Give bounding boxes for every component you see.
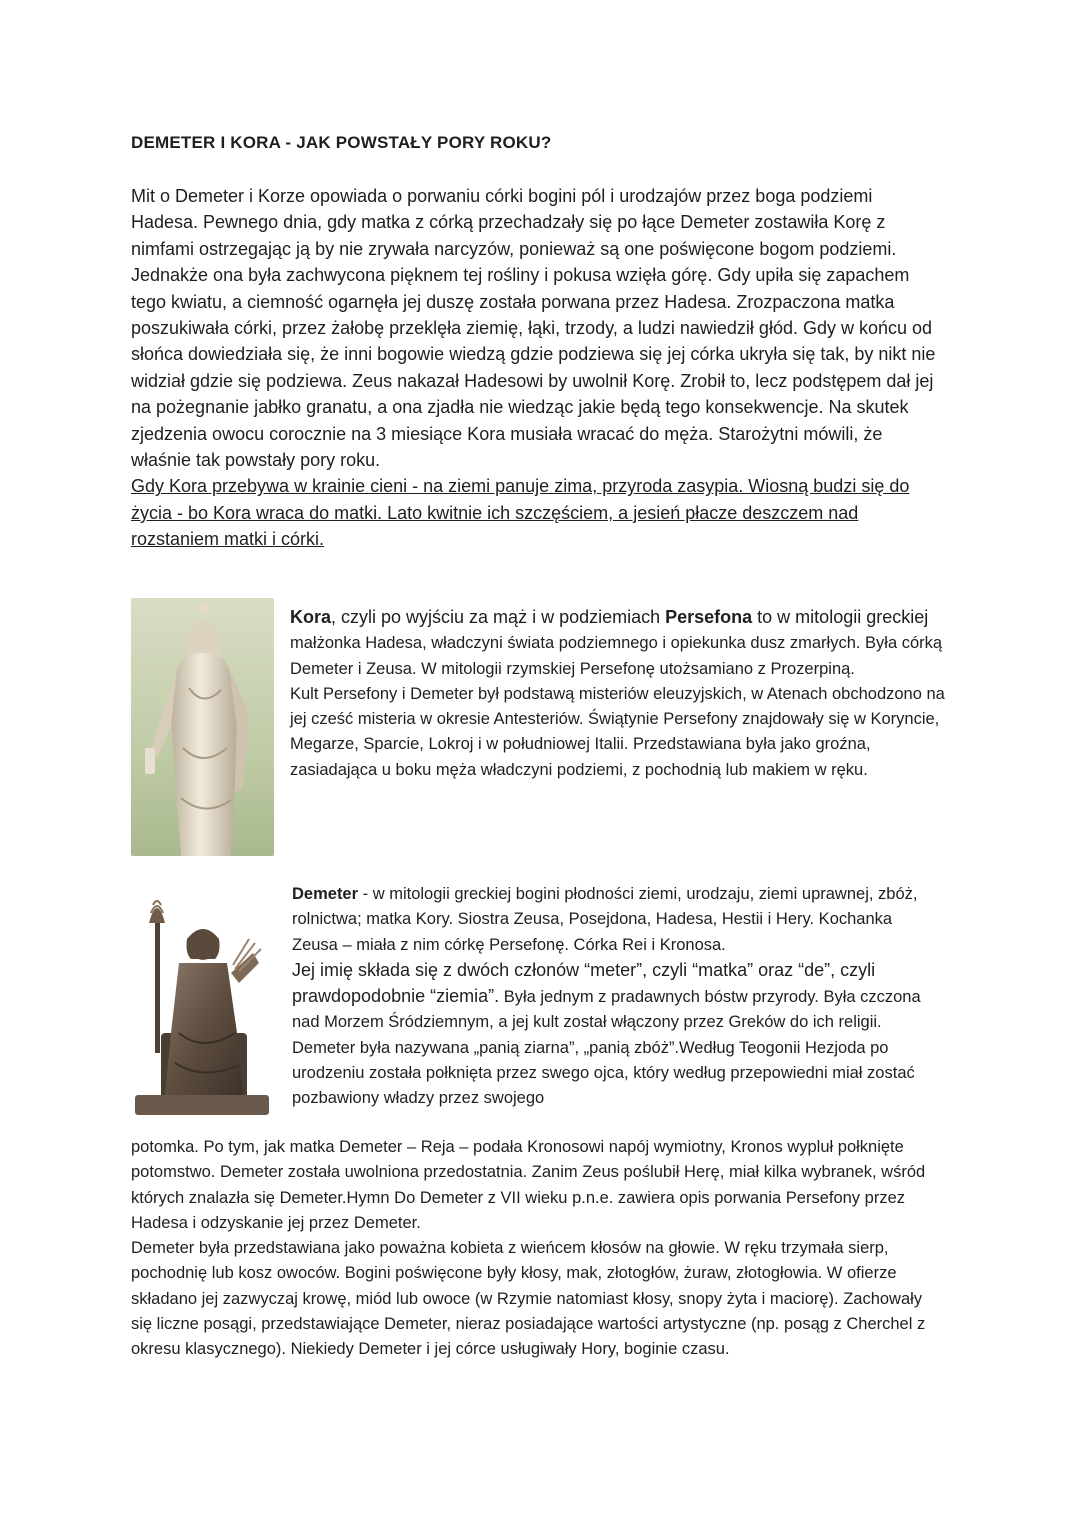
demeter-text-2: Była jednym z pradawnych bóstw przyrody. Była czczona nad Morzem Śródziemnym, a jej kult został włączony przez Greków do ich religii. Demeter była nazywana „panią ziarna”, „panią zbóż”.Według Teogonii Hezjoda po urodzeniu została połknięta przez swego ojca, który według przepowiedni miał zostać pozbawiony władzy przez swojego bbox=[292, 988, 921, 1108]
page-title: DEMETER I KORA - JAK POWSTAŁY PORY ROKU? bbox=[131, 133, 552, 152]
intro-paragraph bbox=[131, 183, 941, 553]
kora-statue-image bbox=[131, 598, 274, 856]
kora-name: Kora bbox=[290, 607, 332, 627]
demeter-statue-image bbox=[131, 883, 274, 1116]
intro-text: Mit o Demeter i Korze opowiada o porwaniu córki bogini pól i urodzajów przez boga podziemi Hadesa. Pewnego dnia, gdy matka z córką przechadzały się po łące Demeter zostawiła Korę z nimfami ostrzegając ją by nie zrywała narcyzów, ponieważ są one poświęcone bogom podziemi. Jednakże ona była zachwycona pięknem tej rośliny i pokusa wzięła górę. Gdy upiła się zapachem tego kwiatu, a ciemność ogarnęła jej duszę została porwana przez Hadesa. Zrozpaczona matka poszukiwała córki, przez żałobę przeklęła ziemię, łąki, trzody, a ludzi nawiedził głód. Gdy w końcu od słońca dowiedziała się, że inni bogowie wiedzą gdzie podziewa się jej córka ukryła się tak, by nikt nie widział gdzie się podziewa. Zeus nakazał Hadesowi by uwolnił Korę. Zrobił to, lecz podstępem dał jej na pożegnanie jabłko granatu, a ona zjadła nie wiedząc jakie będą tego konsekwencje. Na skutek zjedzenia owocu corocznie na 3 miesiące Kora musiała wracać do męża. Starożytni mówili, że właśnie tak powstały pory roku. bbox=[131, 186, 936, 471]
demeter-paragraph-3: Demeter była przedstawiana jako poważna kobieta z wieńcem kłosów na głowie. W ręku trzymała sierp, pochodnię lub kosz owoców. Bogini poświęcone były kłosy, mak, złotogłów, żuraw, złotogłowia. W ofierze składano jej zazwyczaj krowę, miód lub owoce (w Rzymie natomiast kłosy, snopy żyta i maciorę). Zachowały się liczne posągi, przedstawiające Demeter, nieraz posiadające wartości artystyczne (np. posąg z Cherchel z okresu klasycznego). Niekiedy Demeter i jej córce usługiwały Hory, boginie czasu. bbox=[131, 1239, 926, 1359]
demeter-lead-2: Jej imię składa się z dwóch członów “meter”, czyli “matka” oraz “de”, czyli prawdopodobnie “ziemia”. bbox=[292, 959, 876, 1007]
intro-underlined-text: Gdy Kora przebywa w krainie cieni - na ziemi panuje zima, przyroda zasypia. Wiosną budzi się do życia - bo Kora wraca do matki. Lato kwitnie ich szczęściem, a jesień płacze deszczem nad rozstaniem matki i córki. bbox=[131, 476, 910, 550]
demeter-name: Demeter bbox=[292, 885, 359, 903]
demeter-description bbox=[292, 882, 942, 1112]
kora-lead-text-2: to w mitologii greckiej bbox=[752, 607, 929, 627]
demeter-wrap-text: potomka. Po tym, jak matka Demeter – Reja – podała Kronosowi napój wymiotny, Kronos wypluł połknięte potomstwo. Demeter została uwolniona przedostatnia. Zanim Zeus poślubił Herę, miał kilka wybranek, wśród których znalazła się Demeter.Hymn Do Demeter z VII wieku p.n.e. zawiera opis porwania Persefony przez Hadesa i odzyskanie jej przez Demeter. bbox=[131, 1138, 926, 1232]
kora-lead-text: , czyli po wyjściu za mąż i w podziemiach bbox=[331, 607, 666, 627]
kora-rest-text: małżonka Hadesa, władczyni świata podziemnego i opiekunka dusz zmarłych. Była córką Demeter i Zeusa. W mitologii rzymskiej Persefonę utożsamiano z Prozerpiną. bbox=[290, 634, 943, 678]
kora-paragraph-2: Kult Persefony i Demeter był podstawą misteriów eleuzyjskich, w Atenach obchodzono na jej cześć misteria w okresie Antesteriów. Świątynie Persefony znajdowały się w Koryncie, Megarze, Sparcie, Lokroj i w południowej Italii. Przedstawiana była jako groźna, zasiadająca u boku męża władczyni podziemi, z pochodnią lub makiem w ręku. bbox=[290, 684, 945, 779]
demeter-continuation bbox=[131, 1135, 943, 1363]
persefona-name: Persefona bbox=[665, 607, 753, 627]
demeter-text-1: - w mitologii greckiej bogini płodności ziemi, urodzaju, ziemi uprawnej, zbóż, rolnictwa; matka Kory. Siostra Zeusa, Posejdona, Hadesa, Hestii i Hery. Kochanka Zeusa – miała z nim córkę Persefonę. Córka Rei i Kronosa. bbox=[292, 885, 918, 954]
kora-description bbox=[290, 605, 945, 783]
